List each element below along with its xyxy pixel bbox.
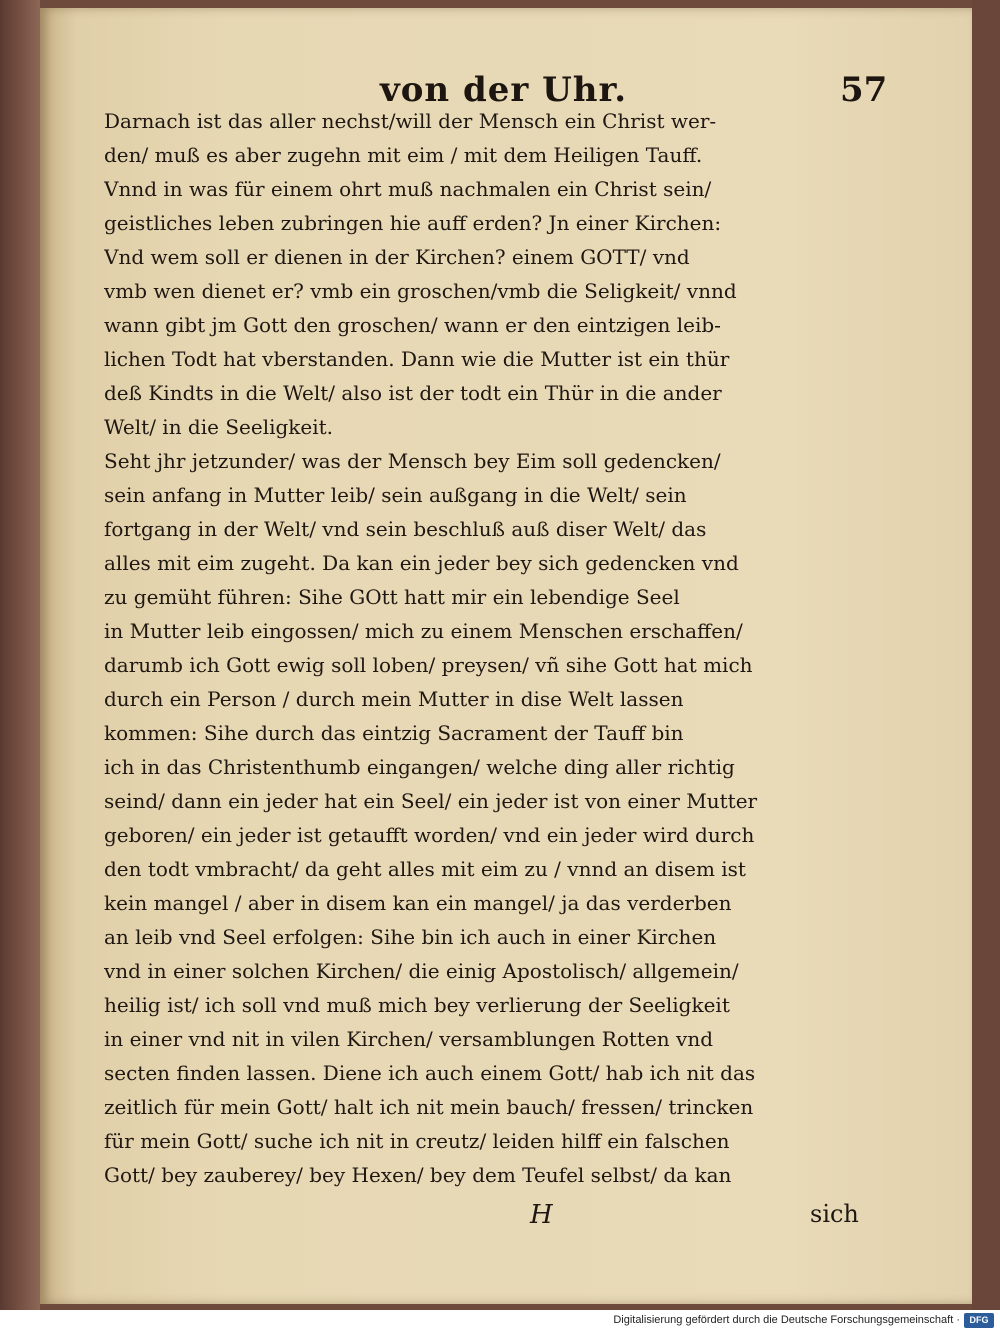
- text-line: Darnach ist das aller nechst/will der Mensch ein Christ wer-: [104, 109, 717, 133]
- running-title: von der Uhr.: [380, 70, 628, 110]
- text-line: in einer vnd nit in vilen Kirchen/ versamblungen Rotten vnd: [104, 1027, 714, 1051]
- text-line: secten finden lassen. Diene ich auch einem Gott/ hab ich nit das: [104, 1061, 756, 1085]
- text-line: für mein Gott/ suche ich nit in creutz/ leiden hilff ein falschen: [104, 1129, 730, 1153]
- text-line: lichen Todt hat vberstanden. Dann wie die Mutter ist ein thür: [104, 347, 730, 371]
- text-line: Vnd wem soll er dienen in der Kirchen? einem GOTT/ vnd: [104, 245, 690, 269]
- footer-credit: Digitalisierung gefördert durch die Deutsche Forschungsgemeinschaft ·: [613, 1314, 960, 1326]
- text-line: ich in das Christenthumb eingangen/ welche ding aller richtig: [104, 755, 735, 779]
- text-line: sein anfang in Mutter leib/ sein außgang in die Welt/ sein: [104, 483, 687, 507]
- text-line: darumb ich Gott ewig soll loben/ preysen/ vñ sihe Gott hat mich: [104, 653, 753, 677]
- text-line: heilig ist/ ich soll vnd muß mich bey verlierung der Seeligkeit: [104, 993, 730, 1017]
- text-line: Vnnd in was für einem ohrt muß nachmalen ein Christ sein/: [104, 177, 712, 201]
- text-line: alles mit eim zugeht. Da kan ein jeder bey sich gedencken vnd: [104, 551, 739, 575]
- signature-mark: H: [530, 1200, 553, 1230]
- text-line: Gott/ bey zauberey/ bey Hexen/ bey dem Teufel selbst/ da kan: [104, 1163, 732, 1187]
- book-cover-edge-right: [972, 0, 1000, 1310]
- body-text: [104, 104, 852, 1192]
- text-line: vnd in einer solchen Kirchen/ die einig Apostolisch/ allgemein/: [104, 959, 739, 983]
- text-line: den/ muß es aber zugehn mit eim / mit dem Heiligen Tauff.: [104, 143, 703, 167]
- text-line: den todt vmbracht/ da geht alles mit eim zu / vnnd an disem ist: [104, 857, 746, 881]
- text-line: kein mangel / aber in disem kan ein mangel/ ja das verderben: [104, 891, 732, 915]
- page-number: 57: [840, 70, 888, 110]
- text-line: an leib vnd Seel erfolgen: Sihe bin ich auch in einer Kirchen: [104, 925, 717, 949]
- book-cover-edge-left: [0, 0, 40, 1310]
- text-line: fortgang in der Welt/ vnd sein beschluß auß diser Welt/ das: [104, 517, 707, 541]
- text-line: Welt/ in die Seeligkeit.: [104, 415, 334, 439]
- text-line: seind/ dann ein jeder hat ein Seel/ ein jeder ist von einer Mutter: [104, 789, 758, 813]
- catchword: sich: [810, 1200, 859, 1228]
- text-line: durch ein Person / durch mein Mutter in dise Welt lassen: [104, 687, 684, 711]
- text-line: vmb wen dienet er? vmb ein groschen/vmb die Seligkeit/ vnnd: [104, 279, 737, 303]
- text-line: in Mutter leib eingossen/ mich zu einem Menschen erschaffen/: [104, 619, 743, 643]
- text-line: zu gemüht führen: Sihe GOtt hatt mir ein lebendige Seel: [104, 585, 680, 609]
- text-line: wann gibt jm Gott den groschen/ wann er den eintzigen leib-: [104, 313, 721, 337]
- text-line: zeitlich für mein Gott/ halt ich nit mein bauch/ fressen/ trincken: [104, 1095, 754, 1119]
- text-line: geistliches leben zubringen hie auff erden? Jn einer Kirchen:: [104, 211, 722, 235]
- text-line: geboren/ ein jeder ist getaufft worden/ vnd ein jeder wird durch: [104, 823, 755, 847]
- text-line: deß Kindts in die Welt/ also ist der todt ein Thür in die ander: [104, 381, 722, 405]
- text-line: Seht jhr jetzunder/ was der Mensch bey Eim soll gedencken/: [104, 449, 721, 473]
- dfg-logo-icon: DFG: [964, 1313, 994, 1328]
- text-line: kommen: Sihe durch das eintzig Sacrament der Tauff bin: [104, 721, 684, 745]
- footer-bar: [0, 1310, 1000, 1333]
